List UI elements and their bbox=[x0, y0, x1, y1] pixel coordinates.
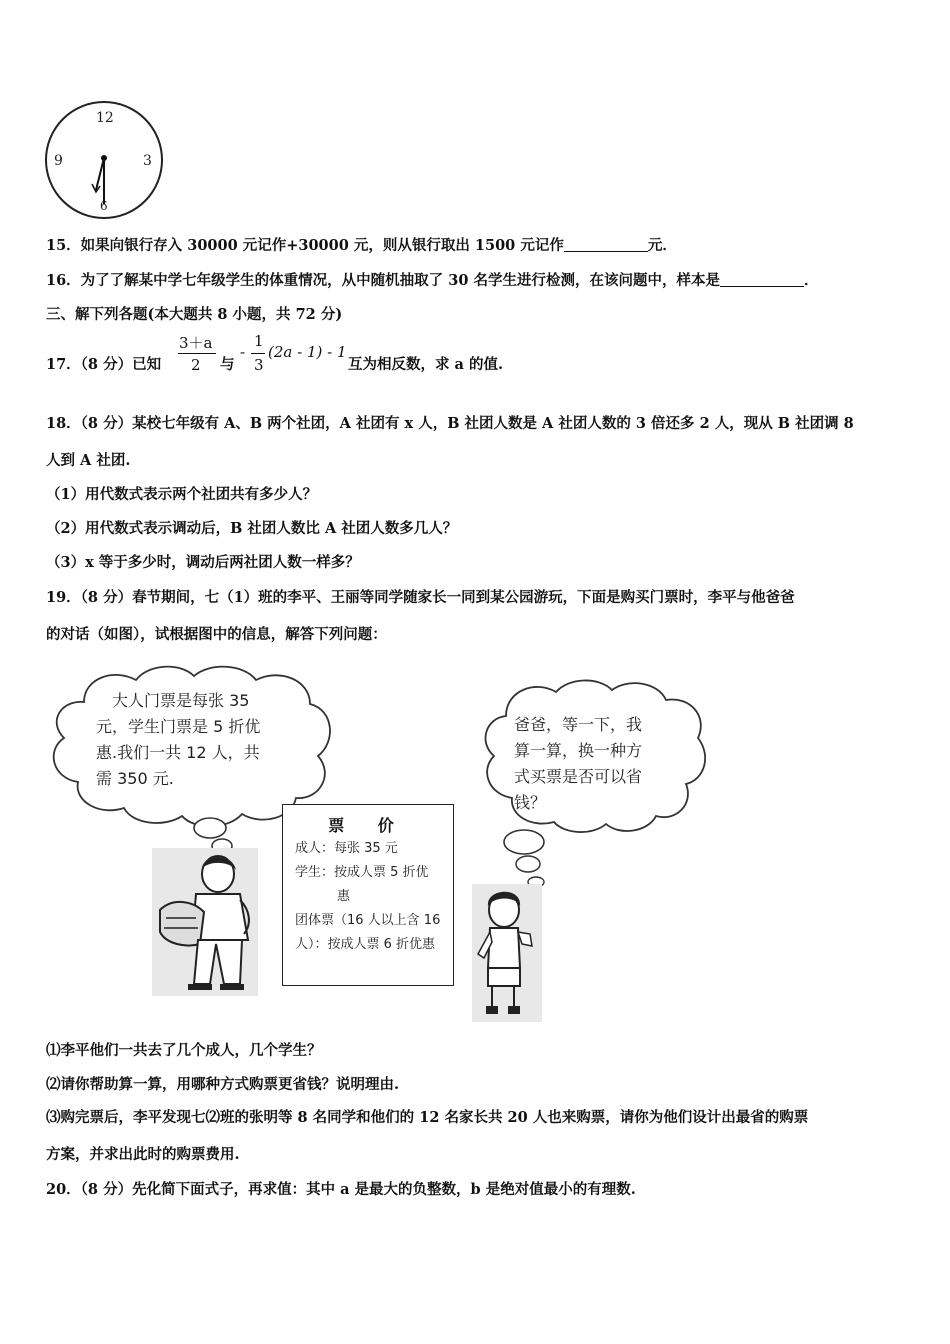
clock-numeral-12: 12 bbox=[96, 110, 114, 126]
section-3-heading: 三、解下列各题(本大题共 8 小题，共 72 分) bbox=[46, 306, 343, 323]
question-15 bbox=[46, 236, 677, 256]
q15-text: 15．如果向银行存入 30000 元记作+30000 元，则从银行取出 1500 元记作 bbox=[46, 237, 564, 254]
q17-fraction2-bar bbox=[251, 353, 265, 354]
q16-text: 16．为了了解某中学七年级学生的体重情况，从中随机抽取了 30 名学生进行检测，在该问题中，样本是 bbox=[46, 272, 720, 289]
q17-fraction1-denominator: 2 bbox=[191, 356, 201, 374]
right-bubble-line1: 爸爸，等一下，我 bbox=[514, 715, 643, 734]
clock-numeral-3: 3 bbox=[143, 153, 152, 169]
q17-fraction1-bar bbox=[178, 353, 216, 354]
q17-prefix: 17．（8 分）已知 bbox=[46, 356, 162, 373]
q18-sub2: （2）用代数式表示调动后，B 社团人数比 A 社团人数多几人？ bbox=[46, 520, 458, 537]
right-bubble-line2: 算一算，换一种方 bbox=[514, 741, 643, 760]
q16-end: ． bbox=[803, 272, 819, 289]
q17-suffix: 互为相反数，求 a 的值. bbox=[348, 356, 504, 373]
q18-line2: 人到 A 社团. bbox=[46, 452, 131, 469]
left-bubble-line4: 需 350 元. bbox=[96, 769, 174, 788]
q15-answer-blank[interactable] bbox=[564, 237, 648, 252]
price-group: 团体票（16 人以上含 16 bbox=[295, 913, 441, 928]
father-illustration bbox=[152, 848, 258, 996]
price-box-title: 票 价 bbox=[328, 816, 408, 835]
ticket-price-box bbox=[282, 804, 454, 986]
price-student: 学生：按成人票 5 折优 bbox=[295, 865, 429, 880]
q18-sub1: （1）用代数式表示两个社团共有多少人？ bbox=[46, 486, 318, 503]
q15-unit: 元． bbox=[647, 237, 677, 254]
q17-connector: 与 bbox=[220, 356, 235, 373]
q17-negative-sign: - bbox=[240, 343, 246, 361]
q17-fraction1-numerator: 3＋a bbox=[179, 334, 213, 352]
right-bubble-line4: 钱？ bbox=[514, 793, 547, 812]
price-adult: 成人：每张 35 元 bbox=[295, 841, 398, 856]
q19-sub1: ⑴李平他们一共去了几个成人，几个学生？ bbox=[46, 1042, 322, 1059]
q19-sub3-line1: ⑶购完票后，李平发现七⑵班的张明等 8 名同学和他们的 12 名家长共 20 人也来购票，请你为他们设计出最省的购票 bbox=[46, 1109, 809, 1126]
clock-numeral-9: 9 bbox=[54, 153, 63, 169]
right-bubble-line3: 式买票是否可以省 bbox=[514, 767, 643, 786]
q18-line1: 18．（8 分）某校七年级有 A、B 两个社团，A 社团有 x 人，B 社团人数是 A 社团人数的 3 倍还多 2 人，现从 B 社团调 8 bbox=[46, 415, 854, 432]
q19-line1: 19．（8 分）春节期间，七（1）班的李平、王丽等同学随家长一同到某公园游玩，下面是购买门票时，李平与他爸爸 bbox=[46, 589, 795, 606]
left-bubble-line3: 惠.我们一共 12 人，共 bbox=[96, 743, 260, 762]
q17-fraction2-denominator: 3 bbox=[254, 356, 264, 374]
q17-fraction2-numerator: 1 bbox=[254, 332, 264, 350]
left-bubble-line2: 元，学生门票是 5 折优 bbox=[96, 717, 261, 736]
q19-sub2: ⑵请你帮助算一算，用哪种方式购票更省钱？说明理由. bbox=[46, 1076, 400, 1093]
q19-line2: 的对话（如图），试根据图中的信息，解答下列问题： bbox=[46, 626, 387, 643]
q19-sub3-line2: 方案，并求出此时的购票费用. bbox=[46, 1146, 240, 1163]
clock-figure bbox=[40, 100, 170, 220]
left-bubble-line1: 大人门票是每张 35 bbox=[112, 691, 250, 710]
price-student-cont: 惠 bbox=[337, 889, 351, 904]
question-16 bbox=[46, 271, 818, 291]
clock-hour-hand bbox=[96, 158, 104, 190]
q17-expression: (2a - 1) - 1 bbox=[268, 343, 347, 361]
q18-sub3: （3）x 等于多少时，调动后两社团人数一样多？ bbox=[46, 554, 360, 571]
price-group-cont: 人）：按成人票 6 折优惠 bbox=[295, 937, 436, 952]
question-20: 20．（8 分）先化简下面式子，再求值：其中 a 是最大的负整数，b 是绝对值最小的有理数. bbox=[46, 1181, 636, 1198]
boy-illustration bbox=[472, 884, 542, 1022]
q16-answer-blank[interactable] bbox=[720, 272, 804, 287]
clock-numeral-6: 6 bbox=[100, 199, 108, 213]
